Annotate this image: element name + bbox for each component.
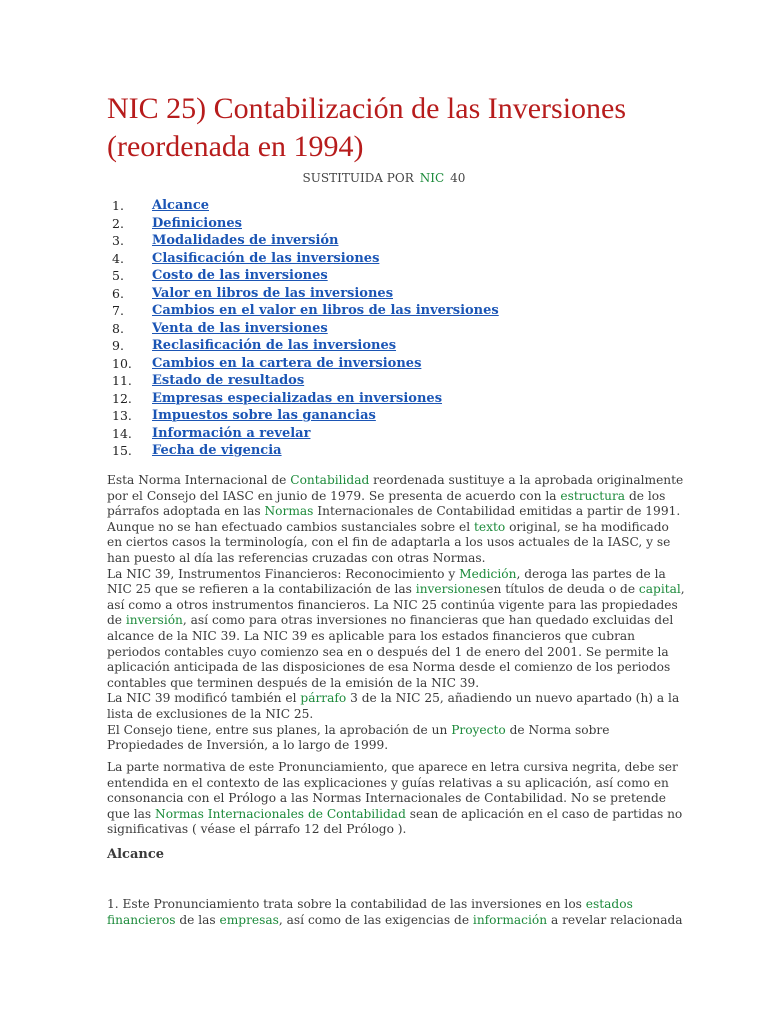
keyword-link[interactable]: empresas (219, 912, 279, 927)
section-heading-alcance: Alcance (107, 847, 165, 862)
toc-number: 14. (112, 425, 132, 441)
toc-link[interactable]: Reclasificación de las inversiones (152, 338, 397, 353)
text-run: reordenada sustituye a la aprobada originalmente por el Consejo del IASC en junio de 1979. Se presenta de acuerdo con la (107, 473, 684, 503)
scope-paragraph (107, 897, 687, 928)
text-run: sean de aplicación en el caso de partidas no significativas ( véase el párrafo 12 del Prólogo ). (107, 806, 683, 837)
toc-link[interactable]: Cambios en el valor en libros de las inversiones (152, 303, 499, 318)
text-run: La NIC 39 modificó también el (107, 691, 301, 706)
toc-link[interactable]: Cambios en la cartera de inversiones (152, 355, 422, 371)
keyword-link[interactable]: inversión (125, 613, 183, 628)
toc-link[interactable]: Valor en libros de las inversiones (152, 285, 394, 301)
text-run: Esta Norma Internacional de (107, 473, 291, 487)
text-run: , así como a otros instrumentos financieros. La NIC 25 continúa vigente para las propiedades de (107, 582, 685, 628)
keyword-link[interactable]: inversiones (415, 582, 487, 597)
toc-number: 3. (112, 233, 124, 248)
toc-number: 11. (112, 373, 132, 388)
subtitle-link[interactable]: NIC (419, 171, 445, 185)
keyword-link[interactable]: estructura (560, 488, 626, 503)
toc-item (112, 320, 499, 338)
toc-number: 12. (112, 390, 132, 406)
toc-item (112, 355, 499, 373)
text-run: , así como de las exigencias de (278, 912, 473, 927)
toc-item (112, 442, 499, 460)
toc-number: 5. (112, 268, 124, 283)
keyword-link[interactable]: Normas (264, 504, 314, 519)
text-run: 1. Este Pronunciamiento trata sobre la contabilidad de las inversiones en los (107, 897, 586, 911)
toc-number: 9. (112, 338, 124, 353)
toc-item (112, 232, 499, 250)
toc-number: 15. (112, 443, 132, 458)
keyword-link[interactable]: párrafo (300, 691, 347, 706)
scope-text (107, 897, 687, 928)
keyword-link[interactable]: Medición (459, 566, 517, 581)
intro-paragraph (107, 567, 687, 692)
intro-paragraph (107, 691, 687, 722)
toc-link[interactable]: Impuestos sobre las ganancias (152, 408, 376, 423)
toc-item (112, 250, 499, 268)
toc-item (112, 267, 499, 285)
toc-number: 10. (112, 355, 132, 371)
text-run: de Norma sobre Propiedades de Inversión, a lo largo de 1999. (107, 722, 610, 753)
toc-number: 1. (112, 198, 124, 213)
keyword-link[interactable]: texto (473, 519, 506, 534)
toc-link[interactable]: Alcance (152, 198, 210, 213)
keyword-link[interactable]: estados financieros (107, 897, 633, 927)
text-run: a revelar relacionada (547, 912, 683, 927)
intro-section (107, 473, 687, 754)
text-run: El Consejo tiene, entre sus planes, la aprobación de un (107, 722, 452, 737)
toc-item (112, 337, 499, 355)
keyword-link[interactable]: Normas Internacionales de Contabilidad (155, 806, 406, 821)
text-run: , deroga las partes de la NIC 25 que se refieren a la contabilización de las (107, 566, 666, 597)
toc-item (112, 215, 499, 233)
toc-item (112, 390, 499, 408)
toc-link[interactable]: Empresas especializadas en inversiones (152, 390, 443, 406)
subtitle (0, 170, 768, 186)
intro-paragraph (107, 723, 687, 754)
toc-number: 2. (112, 215, 124, 231)
toc-item (112, 197, 499, 215)
toc-item (112, 425, 499, 443)
toc-item (112, 407, 499, 425)
text-run: de los párrafos adoptada en las (107, 488, 666, 519)
keyword-link[interactable]: Proyecto (451, 722, 506, 737)
toc-link[interactable]: Estado de resultados (152, 373, 305, 388)
document-title: NIC 25) Contabilización de las Inversiones (reordenada en 1994) (107, 92, 627, 163)
toc-link[interactable]: Venta de las inversiones (152, 320, 328, 336)
table-of-contents (112, 197, 499, 460)
text-run: , así como para otras inversiones no financieras que han quedado excluidas del alcance de la NIC 39. La NIC 39 es aplicable para los estados financieros que cubran periodos contables cuyo comienzo sea en o después del 1 de enero del 2001. Se permite la aplicación anticipada de las disposiciones de esa Norma desde el comienzo de los periodos contables que terminen después de la emisión de la NIC 39. (107, 613, 674, 690)
toc-link[interactable]: Definiciones (152, 215, 242, 231)
text-run: de las (175, 912, 220, 927)
toc-link[interactable]: Modalidades de inversión (152, 233, 339, 248)
toc-number: 7. (112, 303, 124, 318)
subtitle-number: 40 (450, 171, 466, 185)
toc-link[interactable]: Clasificación de las inversiones (152, 250, 380, 266)
text-run: 3 de la NIC 25, añadiendo un nuevo apartado (h) a la lista de exclusiones de la NIC 25. (107, 691, 680, 721)
text-run: La NIC 39, Instrumentos Financieros: Reconocimiento y (107, 566, 460, 581)
toc-number: 6. (112, 285, 124, 301)
subtitle-text: SUSTITUIDA POR (302, 171, 414, 185)
toc-link[interactable]: Información a revelar (152, 425, 311, 441)
toc-item (112, 302, 499, 320)
toc-link[interactable]: Fecha de vigencia (152, 443, 282, 458)
intro-paragraph (107, 473, 687, 567)
toc-item (112, 285, 499, 303)
text-run: original, se ha modificado en ciertos casos la terminología, con el fin de adaptarla a los usos actuales de la IASC, y se han puesto al día las referencias cruzadas con otras Normas. (107, 519, 671, 565)
text-run: en títulos de deuda o de (486, 582, 639, 597)
toc-number: 8. (112, 320, 124, 336)
toc-number: 4. (112, 250, 124, 266)
text-run: Internacionales de Contabilidad emitidas a partir de 1991. Aunque no se han efectuado cambios sustanciales sobre el (107, 504, 681, 534)
keyword-link[interactable]: capital (638, 582, 681, 597)
toc-link[interactable]: Costo de las inversiones (152, 268, 328, 283)
keyword-link[interactable]: Contabilidad (290, 473, 370, 487)
toc-number: 13. (112, 408, 132, 423)
normative-text (107, 760, 687, 838)
text-run: La parte normativa de este Pronunciamiento, que aparece en letra cursiva negrita, debe ser entendida en el contexto de las explicaciones y guías relativas a su aplicación, así como en consonancia con el Prólogo a las Normas Internacionales de Contabilidad. No se pretende que las (107, 760, 678, 821)
keyword-link[interactable]: información (472, 912, 548, 927)
toc-item (112, 372, 499, 390)
normative-paragraph (107, 760, 687, 838)
